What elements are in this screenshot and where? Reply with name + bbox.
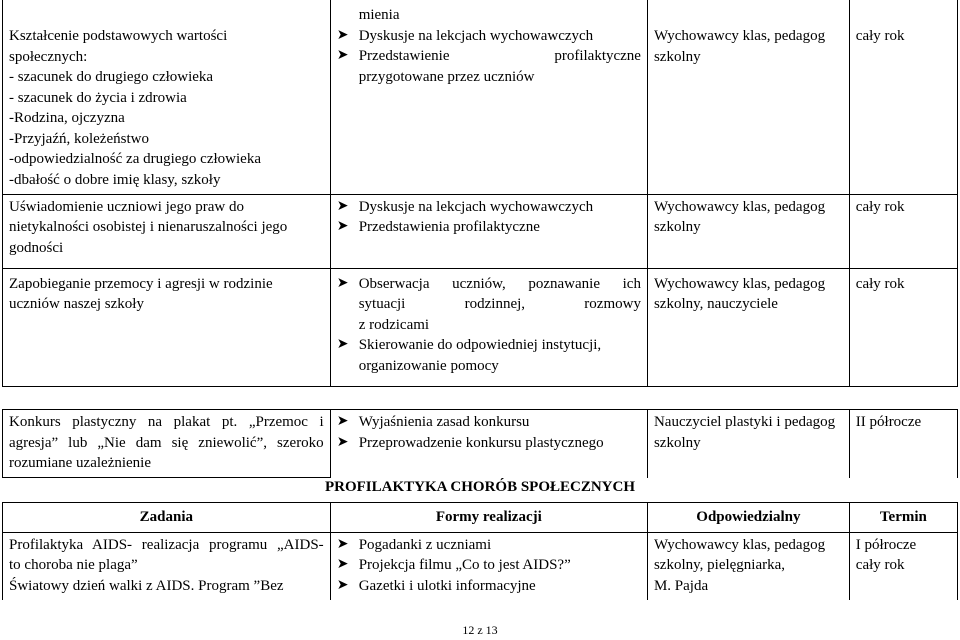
responsible-line: Wychowawcy klas, pedagog bbox=[653, 275, 826, 292]
task-line: Zapobieganie przemocy i agresji w rodzinie bbox=[9, 275, 273, 292]
responsible-line: szkolny, pielęgniarka, bbox=[653, 557, 786, 573]
list-item-text: Przedstawienie profilaktyczne bbox=[358, 48, 641, 64]
responsible-cell bbox=[647, 0, 849, 194]
table-row bbox=[3, 268, 958, 386]
list-item-text: Skierowanie do odpowiedniej instytucji, bbox=[358, 337, 602, 353]
term-text: I półrocze bbox=[855, 536, 917, 553]
disease-prevention-table bbox=[2, 502, 958, 600]
term-text: cały rok bbox=[855, 275, 905, 292]
list-item-text: Przedstawienia profilaktyczne bbox=[358, 219, 540, 235]
responsible-line: Wychowawcy klas, pedagog bbox=[653, 536, 826, 553]
column-header: Formy realizacji bbox=[330, 503, 647, 533]
column-header: Zadania bbox=[3, 503, 331, 533]
list-item-text: Gazetki i ulotki informacyjne bbox=[358, 577, 536, 594]
responsible-line: Nauczyciel plastyki i pedagog bbox=[653, 414, 836, 430]
task-line: to choroba nie plaga” bbox=[9, 557, 138, 573]
arrow-bullet-icon: ➤ bbox=[336, 414, 349, 429]
arrow-bullet-icon: ➤ bbox=[336, 577, 349, 593]
responsible-cell bbox=[647, 194, 849, 268]
column-header: Termin bbox=[849, 503, 957, 533]
list-item-text: Dyskusje na lekcjach wychowawczych bbox=[358, 198, 594, 215]
arrow-bullet-icon: ➤ bbox=[336, 27, 349, 43]
task-line: agresja” lub „Nie dam się zniewolić”, szeroko bbox=[9, 434, 324, 451]
contest-table bbox=[2, 409, 958, 478]
task-line: społecznych: bbox=[9, 48, 88, 65]
list-item bbox=[337, 46, 641, 87]
list-item bbox=[337, 335, 641, 376]
forms-cell bbox=[330, 268, 647, 386]
list-item-text: Przeprowadzenie konkursu plastycznego bbox=[358, 434, 604, 451]
task-line: Profilaktyka AIDS- realizacja programu „AIDS- bbox=[9, 536, 324, 553]
arrow-bullet-icon: ➤ bbox=[336, 337, 349, 352]
task-cell bbox=[3, 268, 331, 386]
task-cell bbox=[3, 194, 331, 268]
list-item-text: sytuacji rodzinnej, rozmowy bbox=[358, 296, 641, 312]
forms-cell bbox=[330, 410, 647, 478]
responsible-cell bbox=[647, 410, 849, 478]
responsible-line: Wychowawcy klas, pedagog bbox=[653, 198, 826, 215]
term-cell bbox=[849, 410, 957, 478]
table-row bbox=[3, 0, 958, 194]
forms-cell bbox=[330, 532, 647, 600]
list-item bbox=[337, 274, 641, 336]
term-text: cały rok bbox=[855, 557, 905, 573]
term-text: II półrocze bbox=[855, 414, 922, 430]
list-item-text: Pogadanki z uczniami bbox=[358, 536, 492, 553]
list-item bbox=[337, 576, 641, 597]
term-text: cały rok bbox=[855, 28, 905, 44]
task-cell bbox=[3, 0, 331, 194]
responsible-line: szkolny bbox=[653, 219, 701, 235]
list-item-text: organizowanie pomocy bbox=[358, 357, 499, 374]
task-cell bbox=[3, 410, 331, 478]
list-item bbox=[337, 197, 641, 218]
list-item bbox=[337, 433, 641, 454]
term-cell bbox=[849, 532, 957, 600]
arrow-bullet-icon: ➤ bbox=[336, 434, 349, 450]
list-item-text: Obserwacja uczniów, poznawanie ich bbox=[358, 275, 641, 292]
task-line: - szacunek do drugiego człowieka bbox=[9, 69, 214, 85]
list-item bbox=[337, 217, 641, 238]
program-table-continued bbox=[2, 0, 958, 387]
task-line: -odpowiedzialność za drugiego człowieka bbox=[9, 151, 261, 167]
table-header-row bbox=[3, 503, 958, 533]
arrow-bullet-icon: ➤ bbox=[336, 275, 349, 291]
forms-cell bbox=[330, 0, 647, 194]
term-cell bbox=[849, 268, 957, 386]
page-number: 12 z 13 bbox=[462, 623, 498, 637]
task-line: rozumiane uzależnienie bbox=[9, 455, 152, 471]
responsible-line: szkolny bbox=[653, 434, 701, 451]
responsible-cell bbox=[647, 268, 849, 386]
forms-cell bbox=[330, 194, 647, 268]
task-line: -dbałość o dobre imię klasy, szkoły bbox=[9, 171, 221, 188]
task-line: Światowy dzień walki z AIDS. Program ”Bez bbox=[9, 577, 284, 594]
arrow-bullet-icon: ➤ bbox=[336, 198, 349, 214]
task-line: - szacunek do życia i zdrowia bbox=[9, 89, 187, 106]
task-cell bbox=[3, 532, 331, 600]
task-line: godności bbox=[9, 239, 64, 256]
list-item bbox=[337, 535, 641, 556]
arrow-bullet-icon: ➤ bbox=[336, 48, 349, 63]
task-line: Konkurs plastyczny na plakat pt. „Przemoc i bbox=[9, 414, 324, 430]
task-line: uczniów naszej szkoły bbox=[9, 296, 144, 312]
task-line: -Przyjaźń, koleżeństwo bbox=[9, 130, 149, 147]
list-item-text: z rodzicami bbox=[358, 316, 430, 333]
list-item-text: przygotowane przez uczniów bbox=[358, 68, 535, 85]
responsible-line: szkolny bbox=[653, 48, 701, 65]
list-item bbox=[337, 555, 641, 576]
table-row bbox=[3, 532, 958, 600]
arrow-bullet-icon: ➤ bbox=[336, 219, 349, 234]
table-row bbox=[3, 410, 958, 478]
responsible-line: M. Pajda bbox=[653, 577, 709, 594]
forms-continued-text: mienia bbox=[358, 7, 400, 23]
arrow-bullet-icon: ➤ bbox=[336, 557, 349, 572]
task-line: nietykalności osobistej i nienaruszalności jego bbox=[9, 219, 288, 235]
task-line: Kształcenie podstawowych wartości bbox=[9, 28, 228, 44]
list-item bbox=[337, 26, 641, 47]
term-cell bbox=[849, 0, 957, 194]
list-item bbox=[337, 412, 641, 433]
task-line: -Rodzina, ojczyzna bbox=[9, 110, 125, 126]
term-text: cały rok bbox=[855, 198, 905, 215]
task-line: Uświadomienie uczniowi jego praw do bbox=[9, 198, 244, 215]
section-title: PROFILAKTYKA CHORÓB SPOŁECZNYCH bbox=[324, 479, 636, 495]
responsible-cell bbox=[647, 532, 849, 600]
responsible-line: szkolny, nauczyciele bbox=[653, 296, 778, 312]
responsible-line: Wychowawcy klas, pedagog bbox=[653, 28, 826, 44]
list-item-text: Dyskusje na lekcjach wychowawczych bbox=[358, 27, 594, 44]
list-item-text: Projekcja filmu „Co to jest AIDS?” bbox=[358, 557, 571, 573]
arrow-bullet-icon: ➤ bbox=[336, 536, 349, 552]
term-cell bbox=[849, 194, 957, 268]
column-header: Odpowiedzialny bbox=[647, 503, 849, 533]
table-row bbox=[3, 194, 958, 268]
list-item-text: Wyjaśnienia zasad konkursu bbox=[358, 414, 530, 430]
